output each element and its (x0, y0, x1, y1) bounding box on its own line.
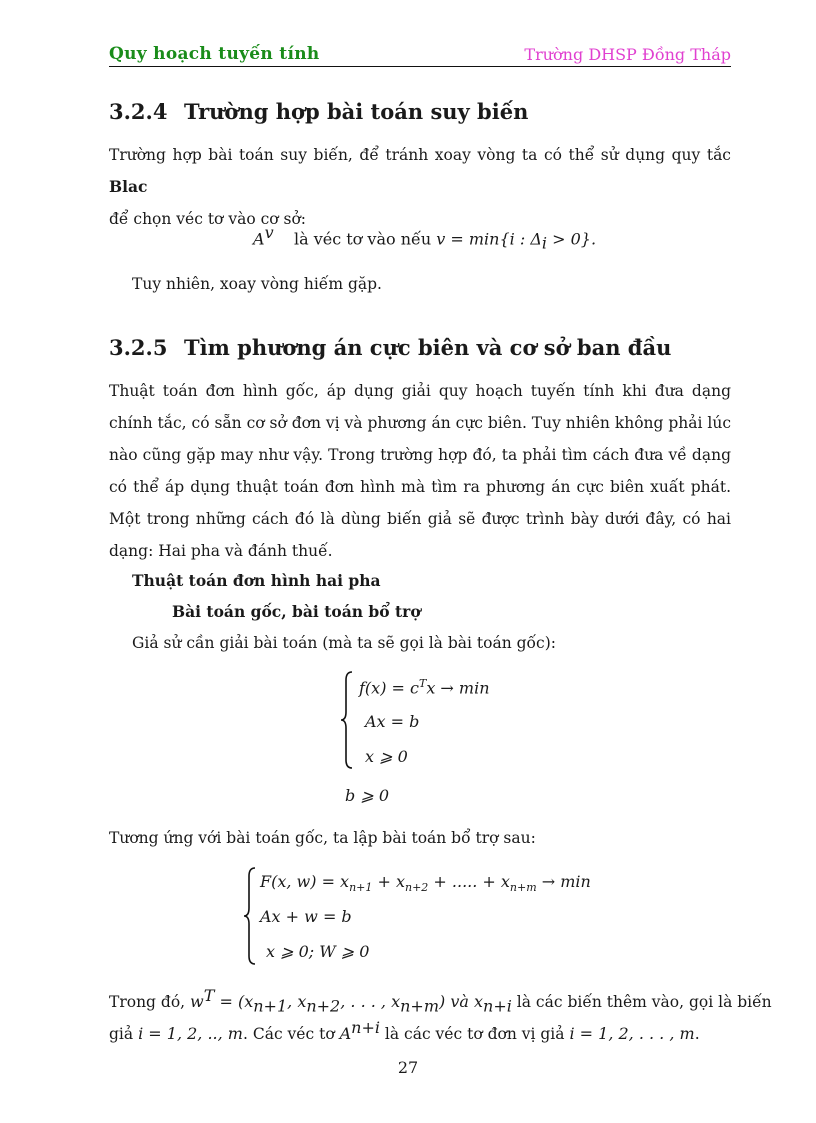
text: . (694, 1025, 700, 1044)
header-rule (109, 66, 731, 67)
equation-b-nonneg: b ⩾ 0 (345, 786, 389, 805)
math: w (190, 992, 204, 1012)
equation-constraint: Ax = b (365, 712, 420, 731)
math: T (203, 986, 215, 1005)
math: i = 1, 2, .., m (138, 1024, 243, 1044)
subheading-original-auxiliary: Bài toán gốc, bài toán bổ trợ (172, 602, 421, 621)
text: giả (109, 1025, 139, 1044)
brace-shape (340, 670, 354, 770)
math: v = min{i : Δ (436, 229, 542, 249)
section-title: Trường hợp bài toán suy biến (184, 99, 529, 124)
math: = (x (214, 992, 254, 1012)
math: n+m (400, 996, 440, 1016)
math: , x (287, 992, 307, 1012)
text: là các biến thêm vào, gọi là biến (511, 993, 772, 1012)
math: → min (536, 872, 591, 891)
math: n+2 (405, 881, 429, 895)
section-number: 3.2.5 (109, 335, 168, 360)
final-paragraph-line2 (109, 1012, 731, 1050)
text: . Các véc tơ (242, 1025, 340, 1044)
math: , . . . , x (340, 992, 401, 1012)
section-3-2-5-heading (109, 335, 671, 360)
selection-rule (253, 223, 596, 253)
text: Trong đó, (109, 993, 191, 1012)
math: v (264, 223, 274, 242)
math: f(x) = c (359, 678, 419, 698)
left-brace (340, 670, 350, 770)
math: A (253, 229, 265, 249)
math: x (474, 992, 484, 1012)
text: để chọn véc tơ vào cơ sở: (109, 210, 307, 228)
header-institution: Trường DHSP Đồng Tháp (524, 45, 731, 64)
subheading-two-phase: Thuật toán đơn hình hai pha (132, 571, 381, 590)
page-number: 27 (397, 1058, 419, 1077)
rule-name: Blac (109, 177, 148, 196)
math: A (339, 1024, 352, 1044)
text: là véc tơ vào nếu (293, 229, 432, 249)
section-3-2-4-heading (109, 99, 528, 124)
math: + ..... + x (428, 872, 510, 891)
math: + x (372, 872, 405, 891)
math: i = 1, 2, . . . , m (569, 1024, 695, 1044)
brace-shape (243, 866, 257, 966)
aux-constraint: Ax + w = b (260, 907, 352, 926)
math: n+m (509, 881, 537, 895)
math: F(x, w) = x (260, 872, 350, 891)
section-number: 3.2.4 (109, 99, 168, 124)
section-3-2-4-paragraph (109, 139, 731, 235)
intro-original-problem: Giả sử cần giải bài toán (mà ta sẽ gọi là bài toán gốc): (132, 634, 556, 652)
equation-objective (359, 677, 490, 697)
math: n+i (351, 1018, 380, 1037)
aux-objective (260, 872, 591, 894)
math: ) và (439, 992, 475, 1012)
math: i (541, 233, 547, 253)
note: Tuy nhiên, xoay vòng hiếm gặp. (132, 275, 382, 293)
math: n+2 (306, 996, 341, 1016)
math: n+i (483, 996, 512, 1016)
section-3-2-5-paragraph: Thuật toán đơn hình gốc, áp dụng giải quy hoạch tuyến tính khi đưa dạng chính tắc, có sẵn cơ sở đơn vị và phương án cực biên. Tuy nhiên không phải lúc nào cũng gặp may như vậy. Trong trường hợp đó, ta phải tìm cách đưa về dạng có thể áp dụng thuật toán đơn hình mà tìm ra phương án cực biên xuất phát. Một trong những cách đó là dùng biến giả sẽ được trình bày dưới đây, có hai dạng: Hai pha và đánh thuế. (109, 382, 732, 560)
left-brace (243, 866, 257, 970)
math: > 0}. (547, 229, 597, 249)
text: Trường hợp bài toán suy biến, để tránh xoay vòng ta có thể sử dụng quy tắc (109, 146, 731, 164)
math: T (418, 677, 427, 690)
text: là các véc tơ đơn vị giả (379, 1025, 570, 1044)
section-title: Tìm phương án cực biên và cơ sở ban đầu (184, 335, 672, 360)
intro-auxiliary-problem: Tương ứng với bài toán gốc, ta lập bài toán bổ trợ sau: (109, 829, 536, 847)
math: x → min (426, 678, 490, 698)
aux-nonneg: x ⩾ 0; W ⩾ 0 (266, 942, 370, 961)
header-title: Quy hoạch tuyến tính (109, 44, 320, 64)
math: n+1 (253, 996, 288, 1016)
equation-nonneg: x ⩾ 0 (365, 747, 408, 766)
math: n+1 (349, 881, 373, 895)
